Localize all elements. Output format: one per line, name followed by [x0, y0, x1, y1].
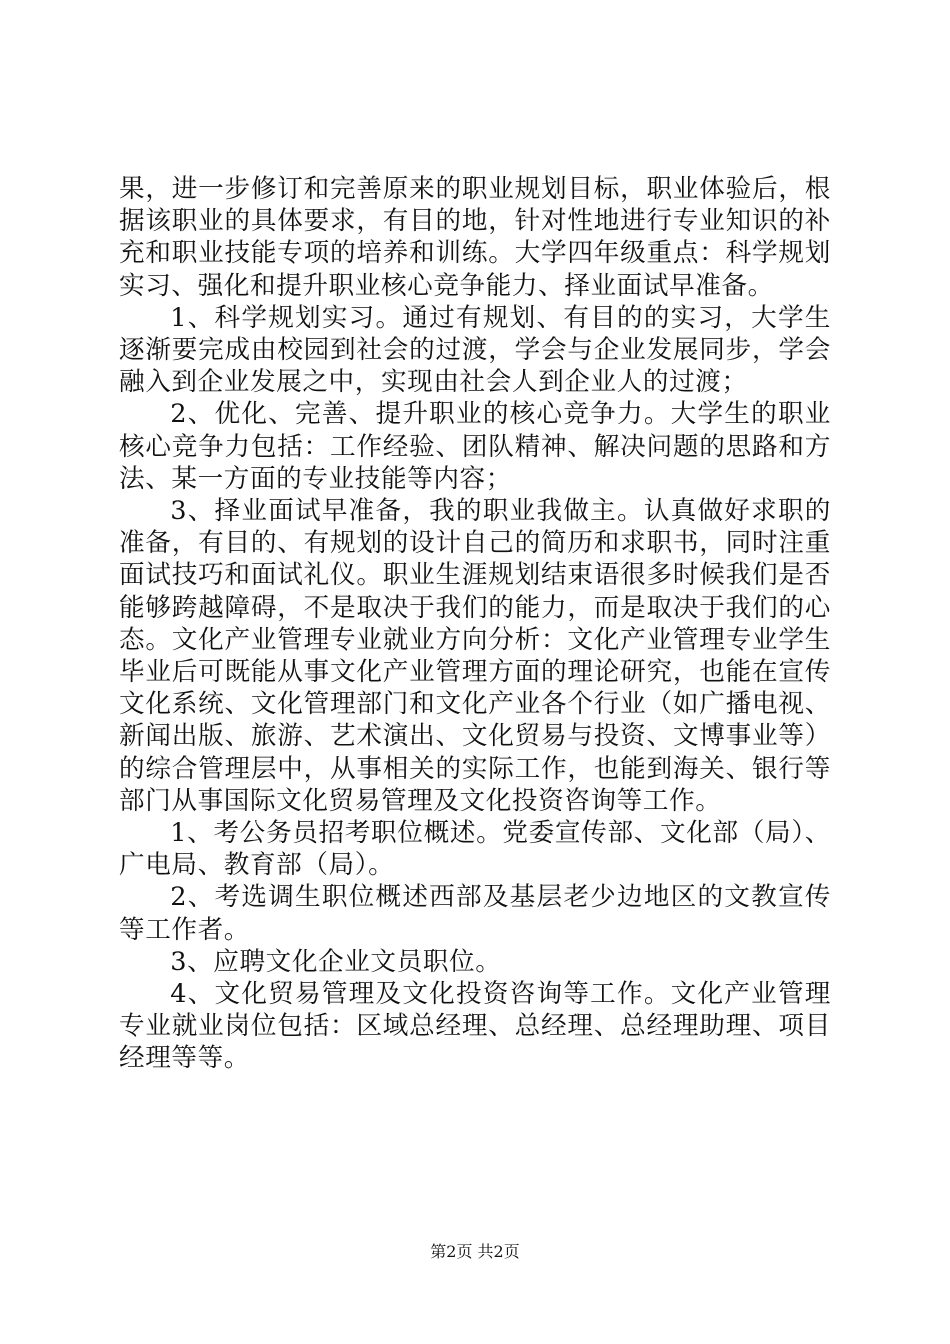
document-body — [119, 173, 831, 1075]
paragraph-item-interview: 3、择业面试早准备，我的职业我做主。认真做好求职的准备，有目的、有规划的设计自己的简历和求职书，同时注重面试技巧和面试礼仪。职业生涯规划结束语很多时候我们是否能够跨越障碍，不是取决于我们的能力，而是取决于我们的心态。文化产业管理专业就业方向分析：文化产业管理专业学生毕业后可既能从事文化产业管理方面的理论研究，也能在宣传文化系统、文化管理部门和文化产业各个行业（如广播电视、新闻出版、旅游、艺术演出、文化贸易与投资、文博事业等）的综合管理层中，从事相关的实际工作，也能到海关、银行等部门从事国际文化贸易管理及文化投资咨询等工作。 — [119, 496, 831, 816]
paragraph-item-internship: 1、科学规划实习。通过有规划、有目的的实习，大学生逐渐要完成由校园到社会的过渡，学会与企业发展同步，学会融入到企业发展之中，实现由社会人到企业人的过渡； — [119, 302, 831, 398]
paragraph-item-competitiveness: 2、优化、完善、提升职业的核心竞争力。大学生的职业核心竞争力包括：工作经验、团队精神、解决问题的思路和方法、某一方面的专业技能等内容； — [119, 399, 831, 494]
paragraph-continuation: 果，进一步修订和完善原来的职业规划目标，职业体验后，根据该职业的具体要求，有目的地，针对性地进行专业知识的补充和职业技能专项的培养和训练。大学四年级重点：科学规划实习、强化和提升职业核心竞争能力、择业面试早准备。 — [119, 174, 831, 301]
paragraph-item-trade-management: 4、文化贸易管理及文化投资咨询等工作。文化产业管理专业就业岗位包括：区域总经理、总经理、总经理助理、项目经理等等。 — [119, 979, 831, 1074]
paragraph-item-clerk: 3、应聘文化企业文员职位。 — [170, 946, 502, 977]
paragraph-item-civil-service: 1、考公务员招考职位概述。党委宣传部、文化部（局）、广电局、教育部（局）。 — [119, 818, 831, 881]
page-number-footer: 第2页 共2页 — [430, 1242, 520, 1261]
paragraph-item-selected-graduate: 2、考选调生职位概述西部及基层老少边地区的文教宣传等工作者。 — [119, 882, 831, 945]
